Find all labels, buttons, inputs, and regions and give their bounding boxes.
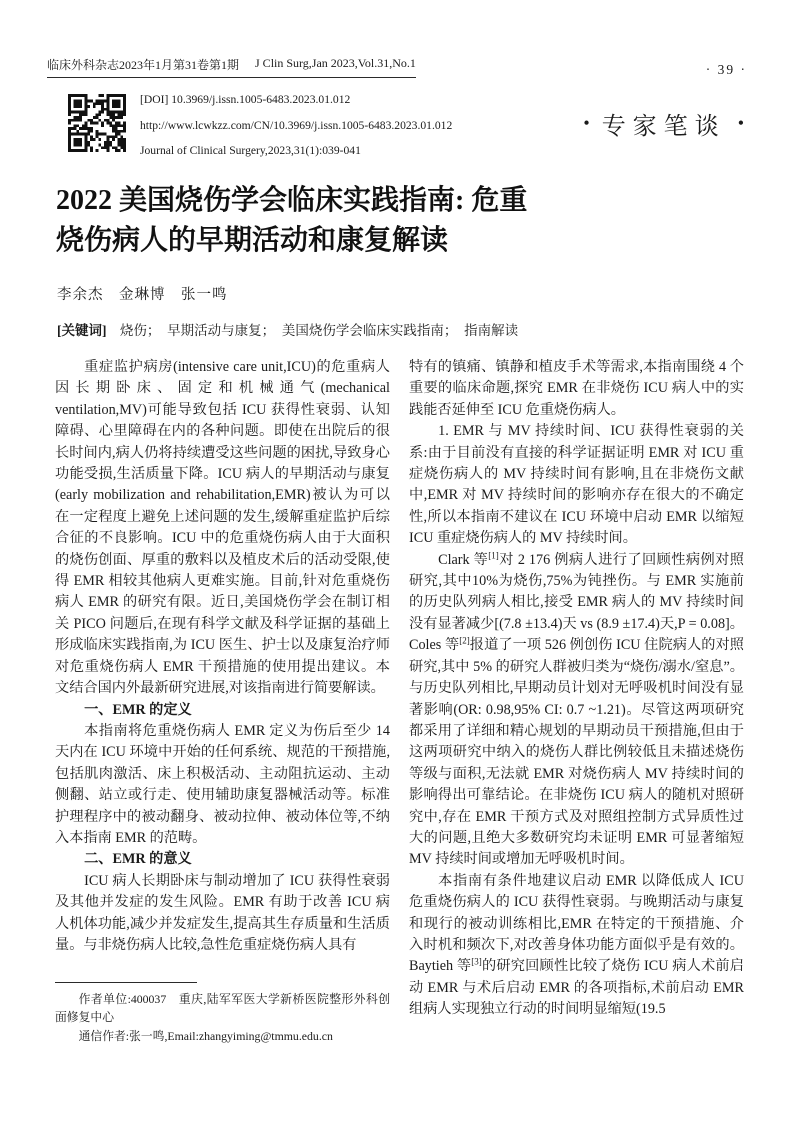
paragraph: ICU 病人长期卧床与制动增加了 ICU 获得性衰弱及其他并发症的发生风险。EMR 有助于改善 ICU 病人机体功能,减少并发症发生,提高其生存质量和生活质量。与非烧伤病人比较,急性危重症烧伤病人具有: [55, 872, 390, 953]
citation-line: Journal of Clinical Surgery,2023,31(1):039-041: [140, 144, 361, 157]
left-column: [55, 357, 390, 1045]
paragraph: 1. EMR 与 MV 持续时间、ICU 获得性衰弱的关系:由于目前没有直接的科学证据证明 EMR 对 ICU 重症烧伤病人的 MV 持续时间有影响,且在非烧伤文献中,EMR 对 MV 持续时间的影响亦存在很大的不确定性,所以本指南不建议在 ICU 环境中启动 EMR 以缩短 ICU 重症烧伤病人的 MV 持续时间。: [409, 423, 744, 547]
journal-title-en: J Clin Surg,Jan 2023,Vol.31,No.1: [255, 56, 416, 70]
journal-header: [47, 56, 416, 78]
paragraph: 重症监护病房(intensive care unit,ICU)的危重病人因长期卧床、固定和机械通气(mechanical ventilation,MV)可能导致包括 ICU 获得性衰弱、认知障碍、心里障碍在内的各种问题。即使在出院后的很长时间内,病人仍将持续遭受这些问题的困扰,导致身心功能受损,生活质量下降。ICU 病人的早期活动与康复(early mobilization and rehabilitation,EMR)被认为可以在一定程度上避免上述问题的发生,缓解重症监护后综合征的不良影响。ICU 中的危重烧伤病人由于大面积的烧伤创面、厚重的敷料以及植皮术后的活动受限,使得 EMR 相较其他病人更难实施。目前,针对危重烧伤病人 EMR 的研究有限。近日,美国烧伤学会在制订相关 PICO 问题后,在现有科学文献及科学证据的基础上形成临床实践指南,为 ICU 医生、护士以及康复治疗师对危重烧伤病人 EMR 干预措施的使用提出建议。本文结合国内外最新研究进展,对该指南进行简要解读。: [55, 359, 390, 697]
section-heading: 一、EMR 的定义: [84, 701, 192, 718]
right-column: [409, 357, 744, 1045]
footnote-affiliation: 作者单位:400037 重庆,陆军军医大学新桥医院整形外科创面修复中心: [55, 991, 390, 1024]
qr-code: [68, 92, 126, 154]
footnote-rule: [55, 982, 197, 983]
url-line: http://www.lcwkzz.com/CN/10.3969/j.issn.1005-6483.2023.01.012: [140, 118, 453, 132]
paragraph: 特有的镇痛、镇静和植皮手术等需求,本指南围绕 4 个重要的临床命题,探究 EMR 在非烧伤 ICU 病人中的实践能否延伸至 ICU 危重烧伤病人。: [409, 359, 744, 418]
footnote-correspondence: 通信作者:张一鸣,Email:zhangyiming@tmmu.edu.cn: [78, 1028, 333, 1043]
running-head: [47, 56, 747, 78]
journal-title-cn: 临床外科杂志2023年1月第31卷第1期: [47, 58, 240, 72]
article-title-line1: 2022 美国烧伤学会临床实践指南: 危重: [56, 185, 528, 216]
section-heading: 二、EMR 的意义: [84, 851, 192, 868]
keywords-label: [关键词]: [57, 323, 107, 338]
doi-line: [DOI] 10.3969/j.issn.1005-6483.2023.01.012: [140, 93, 351, 106]
keywords-row: [57, 319, 518, 339]
article-title: [56, 181, 527, 261]
bullet-icon: •: [737, 113, 744, 133]
footnote: [55, 982, 390, 1046]
article-title-line2: 烧伤病人的早期活动和康复解读: [56, 225, 449, 256]
article-meta: [68, 92, 452, 158]
paragraph: Clark 等[1]对 2 176 例病人进行了回顾性病例对照研究,其中10%为烧伤,75%为钝挫伤。与 EMR 实施前的历史队列病人相比,接受 EMR 病人的 MV 持续时间没有显著减少[(7.8 ±13.4)天 vs (8.9 ±17.4)天,P = 0.08]。Coles 等[2]报道了一项 526 例创伤 ICU 住院病人的对照研究,其中 5% 的研究人群被归类为“烧伤/溺水/窒息”。与历史队列相比,早期动员计划对无呼吸机时间没有显著影响(OR: 0.98,95% CI: 0.7 ~1.21)。尽管这两项研究都采用了详细和精心规划的早期动员干预措施,但由于这两项研究中纳入的烧伤人群比例较低且未描述烧伤等级与面积,无法就 EMR 对烧伤病人 MV 持续时间的影响得出可靠结论。在非烧伤 ICU 病人的随机对照研究中,存在 EMR 干预方式及对照组控制方式异质性过大的问题,且绝大多数研究均未证明 EMR 可显著缩短 MV 持续时间或增加无呼吸机时间。: [409, 549, 744, 868]
article-body: [55, 357, 745, 1045]
bullet-icon: •: [583, 113, 590, 133]
paragraph: 本指南将危重烧伤病人 EMR 定义为伤后至少 14 天内在 ICU 环境中开始的任何系统、规范的干预措施,包括肌肉激活、床上积极活动、主动阻抗运动、主动侧翻、站立或行走、使用辅助康复器械活动等。标准护理程序中的被动翻身、被动拉伸、被动体位等,不纳入本指南 EMR 的范畴。: [55, 722, 390, 846]
paragraph: 本指南有条件地建议启动 EMR 以降低成人 ICU 危重烧伤病人的 ICU 获得性衰弱。与晚期活动与康复和现行的被动训练相比,EMR 在特定的干预措施、介入时机和频次下,对改善身体功能方面似乎是有效的。Baytieh 等[3]的研究回顾性比较了烧伤 ICU 病人术前启动 EMR 与术后启动 EMR 的各项指标,术前启动 EMR 组病人实现独立行动的时间明显缩短(19.5: [409, 872, 744, 1018]
keywords-text: 烧伤； 早期活动与康复； 美国烧伤学会临床实践指南； 指南解读: [119, 323, 519, 338]
column-label-text: 专家笔谈: [601, 114, 726, 140]
column-label: [583, 106, 744, 141]
authors: 李余杰 金琳博 张一鸣: [57, 287, 228, 303]
meta-lines: [140, 92, 452, 158]
page-number: · 39 ·: [705, 62, 747, 77]
